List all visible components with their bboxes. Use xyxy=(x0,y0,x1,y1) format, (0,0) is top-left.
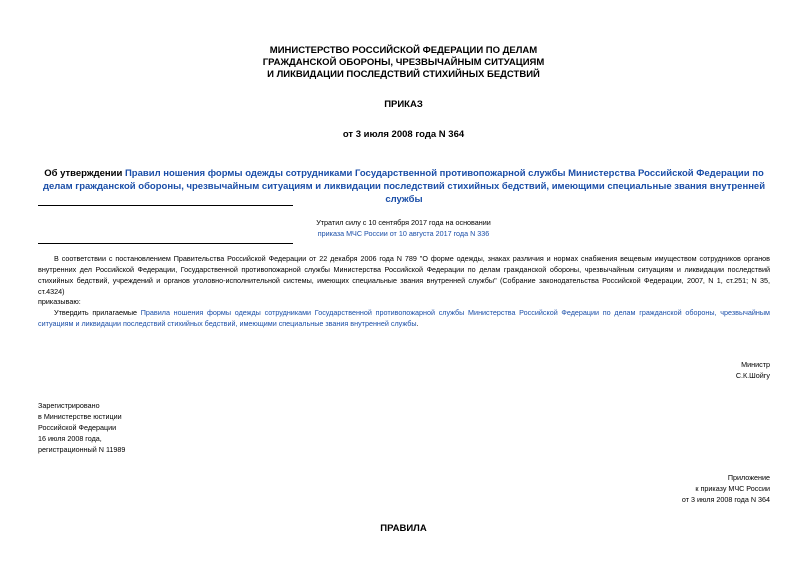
registration-line: регистрационный N 11989 xyxy=(38,445,126,454)
ministry-line: ГРАЖДАНСКОЙ ОБОРОНЫ, ЧРЕЗВЫЧАЙНЫМ СИТУАЦИЯМ xyxy=(262,57,545,68)
appendix-line: к приказу МЧС России xyxy=(695,484,770,493)
title-prefix: Об утверждении xyxy=(44,168,125,179)
ministry-header xyxy=(0,45,807,81)
document-date: от 3 июля 2008 года N 364 xyxy=(342,129,465,140)
signature-position: Министр xyxy=(741,360,770,369)
preamble-source: (Собрание законодательства Российской Федерации, 2007, N 1, ст.251; N 35, ст.4324) xyxy=(38,276,770,296)
registration-line: 16 июля 2008 года, xyxy=(38,434,102,443)
section-title: ПРАВИЛА xyxy=(380,523,427,534)
appendix-line: от 3 июля 2008 года N 364 xyxy=(681,495,770,504)
divider-bottom xyxy=(38,243,293,244)
preamble-text: В соответствии с постановлением Правительства Российской Федерации от 22 декабря 2006 года N 789 "О форме одежды, знаках различия и нормах снабжения вещевым имуществом сотрудников органов внутренних дел Российской Федерации, Государственной противопожарной службы Министерства Российской Федерации по делам гражданской обороны, чрезвычайным ситуациям и ликвидации последствий стихийных бедствий, учреждений и органов уголовно-исполнительной системы, имеющих специальные звания внутренней службы" xyxy=(38,254,770,285)
ministry-line: МИНИСТЕРСТВО РОССИЙСКОЙ ФЕДЕРАЦИИ ПО ДЕЛАМ xyxy=(269,45,538,56)
registration-line: Российской Федерации xyxy=(38,423,117,432)
registration-line: Зарегистрировано xyxy=(38,401,100,410)
status-link[interactable]: приказа МЧС России от 10 августа 2017 года N 336 xyxy=(317,229,490,238)
ministry-line: И ЛИКВИДАЦИИ ПОСЛЕДСТВИЙ СТИХИЙНЫХ БЕДСТВИЙ xyxy=(267,69,540,80)
preamble-paragraph xyxy=(38,253,770,297)
approval-paragraph xyxy=(38,307,770,329)
approval-suffix: . xyxy=(416,319,419,328)
registration-line: в Министерстве юстиции xyxy=(38,412,122,421)
approval-prefix: Утвердить прилагаемые xyxy=(54,308,141,317)
order-word: приказываю: xyxy=(38,297,81,306)
document-title xyxy=(38,167,770,206)
appendix-line: Приложение xyxy=(727,473,770,482)
rules-link[interactable]: Правила ношения формы одежды сотрудниками Государственной противопожарной службы Министерства Российской Федерации по делам гражданской обороны, чрезвычайным ситуациям и ликвидации последствий стихийных бедствий, имеющими специальные звания внутренней службы xyxy=(38,308,770,328)
document-type: ПРИКАЗ xyxy=(384,99,423,110)
title-link[interactable]: Правил ношения формы одежды сотрудниками Государственной противопожарной службы Министерства Российской Федерации по делам гражданской обороны, чрезвычайным ситуациям и ликвидации последствий стихийных бедствий, имеющими специальные звания внутренней службы xyxy=(42,168,766,205)
registration-block xyxy=(38,400,125,455)
signature-name: С.К.Шойгу xyxy=(735,371,770,380)
divider-top xyxy=(38,205,293,206)
status-note xyxy=(0,217,807,239)
appendix-block xyxy=(682,472,770,505)
signature-block xyxy=(736,359,770,381)
status-text: Утратил силу с 10 сентября 2017 года на основании xyxy=(316,218,491,227)
